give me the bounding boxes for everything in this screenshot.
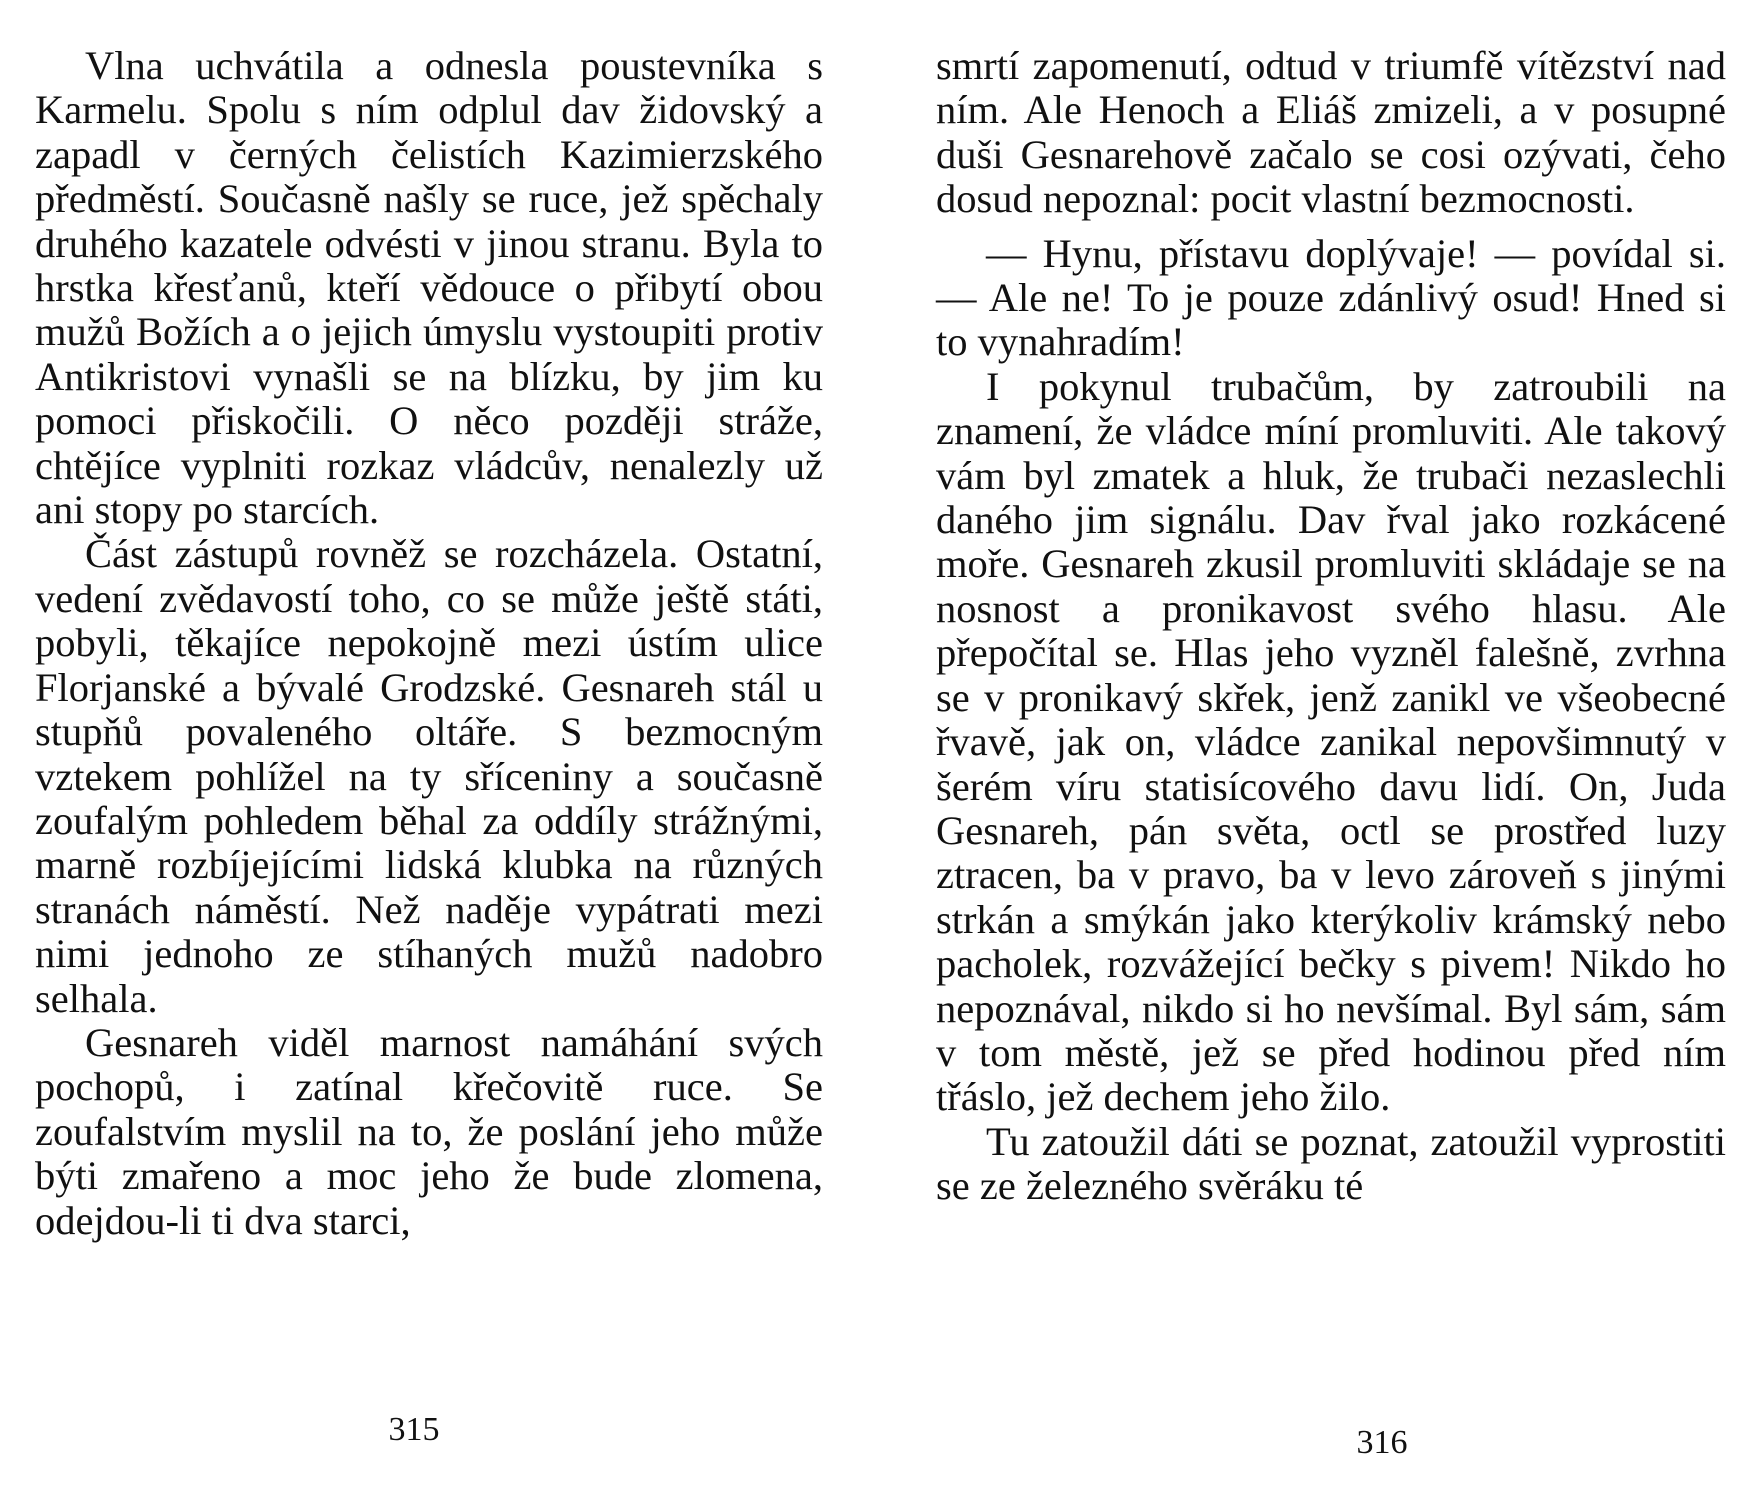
left-page-text — [35, 44, 823, 1243]
paragraph: I pokynul trubačům, by zatroubili na znamení, že vládce míní promluviti. Ale takový vám byl zmatek a hluk, že trubači nezaslechli daného jim signálu. Dav řval jako rozkácené moře. Gesnareh zkusil promluviti skládaje se na nosnost a pronikavost svého hlasu. Ale přepočítal se. Hlas jeho vyzněl falešně, zvrhna se v pronikavý skřek, jenž zanikl ve všeobecné řvavě, jak on, vládce zanikal nepovšimnutý v šerém víru statisícového davu lidí. On, Juda Gesnareh, pán světa, octl se prostřed luzy ztracen, ba v pravo, ba v levo zároveň s jinými strkán a smýkán jako kterýkoliv krámský nebo pacholek, rozvážející bečky s pivem! Nikdo ho nepoznával, nikdo si ho nevšímal. Byl sám, sám v tom městě, jež se před hodinou před ním třáslo, jež dechem jeho žilo. — [936, 363, 1726, 1120]
paragraph: smrtí zapomenutí, odtud v triumfě vítězství nad ním. Ale Henoch a Eliáš zmizeli, a v posupné duši Gesnarehově začalo se cosi ozývati, čeho dosud nepoznal: pocit vlastní bezmocnosti. — [936, 43, 1726, 222]
paragraph: Tu zatoužil dáti se poznat, zatoužil vyprostiti se ze železného svěráku té — [936, 1118, 1726, 1209]
paragraph: — Hynu, přístavu doplývaje! — povídal si. — Ale ne! To je pouze zdánlivý osud! Hned si to vynahradím! — [936, 230, 1726, 365]
right-page — [874, 0, 1748, 1500]
paragraph: Část zástupů rovněž se rozcházela. Ostatní, vedení zvědavostí toho, co se může ještě státi, pobyli, těkajíce nepokojně mezi ústím ulice Florjanské a bývalé Grodzské. Gesnareh stál u stupňů povaleného oltáře. S bezmocným vztekem pohlížel na ty sříceniny a současně zoufalým pohledem běhal za oddíly strážnými, marně rozbíjejícími lidská klubka na různých stranách náměstí. Než naděje vypátrati mezi nimi jednoho ze stíhaných mužů nadobro selhala. — [35, 531, 823, 1021]
page-number: 316 — [1356, 1424, 1408, 1461]
paragraph: Gesnareh viděl marnost namáhání svých pochopů, i zatínal křečovitě ruce. Se zoufalstvím myslil na to, že poslání jeho může býti zmařeno a moc jeho že bude zlomena, odejdou-li ti dva starci, — [35, 1019, 823, 1243]
right-page-text — [936, 44, 1726, 1209]
page-number: 315 — [388, 1411, 440, 1448]
paragraph: Vlna uchvátila a odnesla poustevníka s Karmelu. Spolu s ním odplul dav židovský a zapadl v černých čelistích Kazimierzského předměstí. Současně našly se ruce, jež spěchaly druhého kazatele odvésti v jinou stranu. Byla to hrstka křesťanů, kteří vědouce o přibytí obou mužů Božích a o jejich úmyslu vystoupiti protiv Antikristovi vynašli se na blízku, by jim ku pomoci přiskočili. O něco později stráže, chtějíce vyplniti rozkaz vládcův, nenalezly už ani stopy po starcích. — [35, 43, 823, 533]
